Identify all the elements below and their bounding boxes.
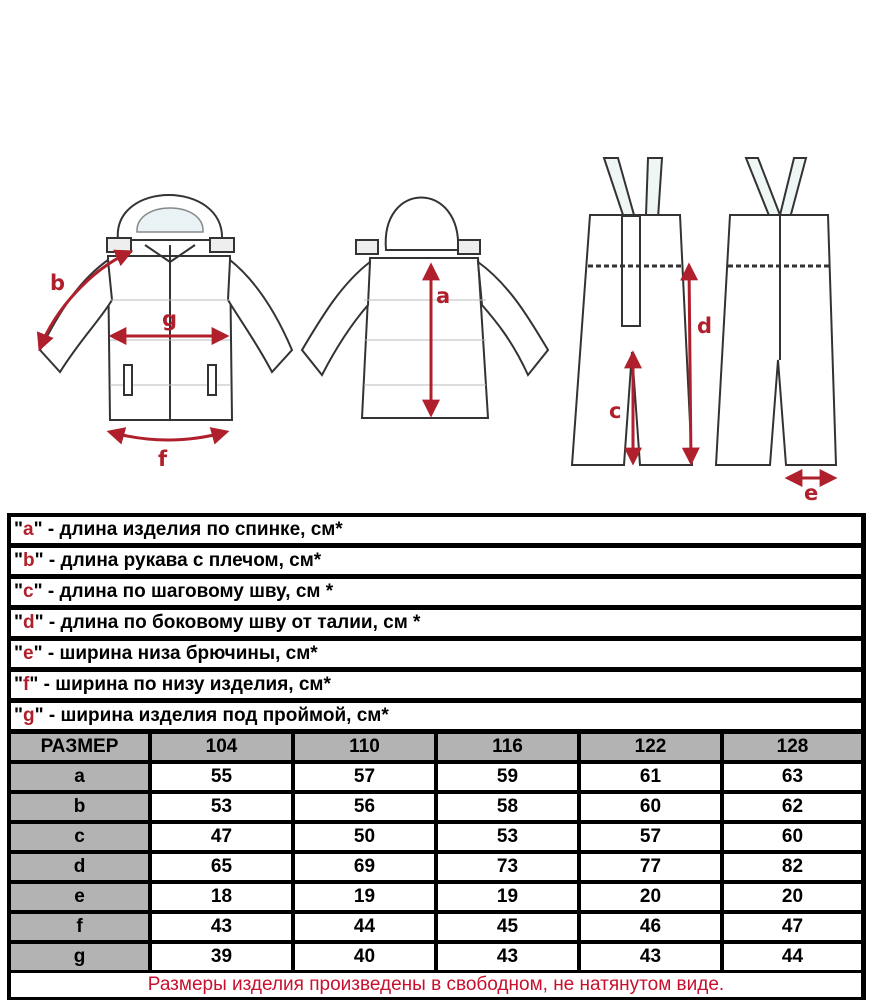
table-cell: 20 bbox=[724, 884, 861, 910]
table-cell: 63 bbox=[724, 764, 861, 790]
table-cell: 73 bbox=[438, 854, 577, 880]
size-header: 116 bbox=[438, 734, 577, 760]
legend-row-d: "d" - длина по боковому шву от талии, см * bbox=[11, 610, 861, 636]
table-cell: 44 bbox=[724, 944, 861, 970]
table-cell: 77 bbox=[581, 854, 720, 880]
row-label-d: d bbox=[11, 854, 148, 880]
row-label-e: e bbox=[11, 884, 148, 910]
table-cell: 39 bbox=[152, 944, 291, 970]
table-cell: 59 bbox=[438, 764, 577, 790]
label-f: f bbox=[158, 447, 168, 471]
table-cell: 62 bbox=[724, 794, 861, 820]
table-cell: 50 bbox=[295, 824, 434, 850]
label-e: e bbox=[804, 481, 819, 505]
table-cell: 61 bbox=[581, 764, 720, 790]
legend-row-g: "g" - ширина изделия под проймой, см* bbox=[11, 703, 861, 729]
label-g: g bbox=[162, 307, 178, 331]
size-header: 128 bbox=[724, 734, 861, 760]
table-cell: 43 bbox=[438, 944, 577, 970]
table-cell: 53 bbox=[438, 824, 577, 850]
row-label-g: g bbox=[11, 944, 148, 970]
label-b: b bbox=[50, 271, 66, 295]
label-d: d bbox=[697, 314, 713, 338]
measurement-note: Размеры изделия произведены в свободном, не натянутом виде. bbox=[11, 973, 861, 997]
table-cell: 65 bbox=[152, 854, 291, 880]
table-cell: 60 bbox=[724, 824, 861, 850]
table-cell: 57 bbox=[581, 824, 720, 850]
table-cell: 56 bbox=[295, 794, 434, 820]
label-a: a bbox=[436, 284, 451, 308]
legend-row-f: "f" - ширина по низу изделия, см* bbox=[11, 672, 861, 698]
table-cell: 58 bbox=[438, 794, 577, 820]
table-cell: 44 bbox=[295, 914, 434, 940]
table-cell: 57 bbox=[295, 764, 434, 790]
size-header: 110 bbox=[295, 734, 434, 760]
dim-d-arrow bbox=[689, 266, 691, 462]
table-cell: 82 bbox=[724, 854, 861, 880]
row-label-c: c bbox=[11, 824, 148, 850]
row-label-a: a bbox=[11, 764, 148, 790]
dim-f-arrow bbox=[110, 432, 226, 440]
table-cell: 20 bbox=[581, 884, 720, 910]
legend-row-c: "c" - длина по шаговому шву, см * bbox=[11, 579, 861, 605]
table-cell: 43 bbox=[581, 944, 720, 970]
table-cell: 43 bbox=[152, 914, 291, 940]
row-label-f: f bbox=[11, 914, 148, 940]
table-cell: 19 bbox=[438, 884, 577, 910]
table-cell: 53 bbox=[152, 794, 291, 820]
legend-row-a: "a" - длина изделия по спинке, см* bbox=[11, 517, 861, 543]
jacket-back-drawing bbox=[302, 198, 548, 419]
table-cell: 45 bbox=[438, 914, 577, 940]
table-cell: 40 bbox=[295, 944, 434, 970]
table-cell: 19 bbox=[295, 884, 434, 910]
table-cell: 18 bbox=[152, 884, 291, 910]
legend-row-e: "e" - ширина низа брючины, см* bbox=[11, 641, 861, 667]
table-cell: 47 bbox=[152, 824, 291, 850]
label-c: c bbox=[609, 399, 622, 423]
size-chart bbox=[7, 513, 866, 1000]
overalls-back-drawing bbox=[716, 158, 836, 465]
size-header-label: РАЗМЕР bbox=[11, 734, 148, 760]
table-cell: 46 bbox=[581, 914, 720, 940]
size-header: 122 bbox=[581, 734, 720, 760]
row-label-b: b bbox=[11, 794, 148, 820]
table-cell: 60 bbox=[581, 794, 720, 820]
table-cell: 55 bbox=[152, 764, 291, 790]
table-cell: 47 bbox=[724, 914, 861, 940]
size-header: 104 bbox=[152, 734, 291, 760]
table-cell: 69 bbox=[295, 854, 434, 880]
legend-row-b: "b" - длина рукава с плечом, см* bbox=[11, 548, 861, 574]
